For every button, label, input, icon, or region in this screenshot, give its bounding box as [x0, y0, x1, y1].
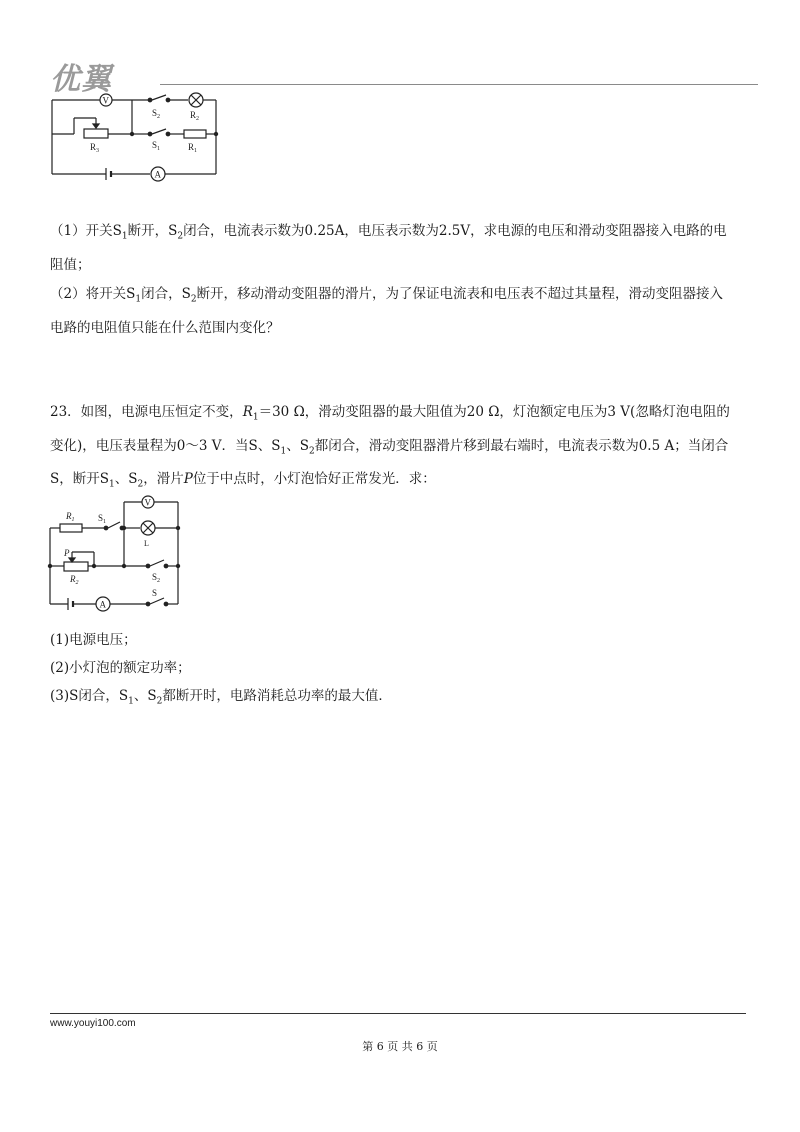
voltmeter-label: V [102, 95, 109, 106]
logo: 优翼 [50, 62, 112, 97]
r1-label: $R_1$ [66, 511, 75, 523]
r3-label: $R_3$ [90, 142, 100, 154]
s1-label: $S_1$ [98, 513, 107, 525]
r1-label: $R_1$ [188, 142, 198, 154]
footer-url: www.youyi100.com [50, 1018, 136, 1029]
q23-sub-questions [50, 626, 750, 716]
q22-part2: （2）将开关$S_1$闭合，$S_2$断开，移动滑动变阻器的滑片，为了保证电流表和电压表不超过其量程，滑动变阻器接入 电路的电阻值只能在什么范围内变化？ [50, 286, 724, 336]
s-label: S [152, 588, 158, 598]
r2-label: $R_2$ [70, 574, 79, 586]
page-number: 第 6 页 共 6 页 [362, 1040, 438, 1053]
ammeter-label: A [154, 169, 161, 180]
p-label: P [64, 548, 70, 558]
circuit-diagram-2 [46, 488, 191, 612]
ammeter-label: A [99, 599, 106, 610]
s2-label: $S_2$ [152, 572, 161, 584]
q22-part1: （1）开关$S_1$断开，$S_2$闭合，电流表示数为0.25A，电压表示数为2.5V，求电源的电压和滑动变阻器接入电路的电 阻值； [50, 223, 727, 273]
footer-rule [50, 1013, 746, 1014]
lamp-label: L [144, 539, 149, 548]
voltmeter-label: V [144, 497, 151, 508]
header-rule [160, 84, 758, 85]
q23-sub2: (2)小灯泡的额定功率； [50, 660, 191, 676]
q23-sub3: (3)S闭合，$S_1$、$S_2$都断开时，电路消耗总功率的最大值． [50, 688, 392, 707]
r2-label: $R_2$ [190, 110, 200, 122]
q23-sub1: (1)电源电压； [50, 632, 137, 648]
q23-stem: 23．如图，电源电压恒定不变，$R_1=30$ Ω，滑动变阻器的最大阻值为20 Ω，灯泡额定电压为3 V(忽略灯泡电阻的 变化)，电压表量程为0～3 V．当S、$S_1$、$S_2$都闭合，滑动变阻器滑片移到最右端时，电流表示数为0.5 A；当闭合 S，断开$S_1$、$S_2$，滑片P位于中点时，小灯泡恰好正常发光．求： [50, 404, 730, 491]
s2-label: $S_2$ [152, 108, 161, 120]
s1-label: $S_1$ [152, 140, 161, 152]
circuit-diagram-1 [46, 88, 226, 186]
